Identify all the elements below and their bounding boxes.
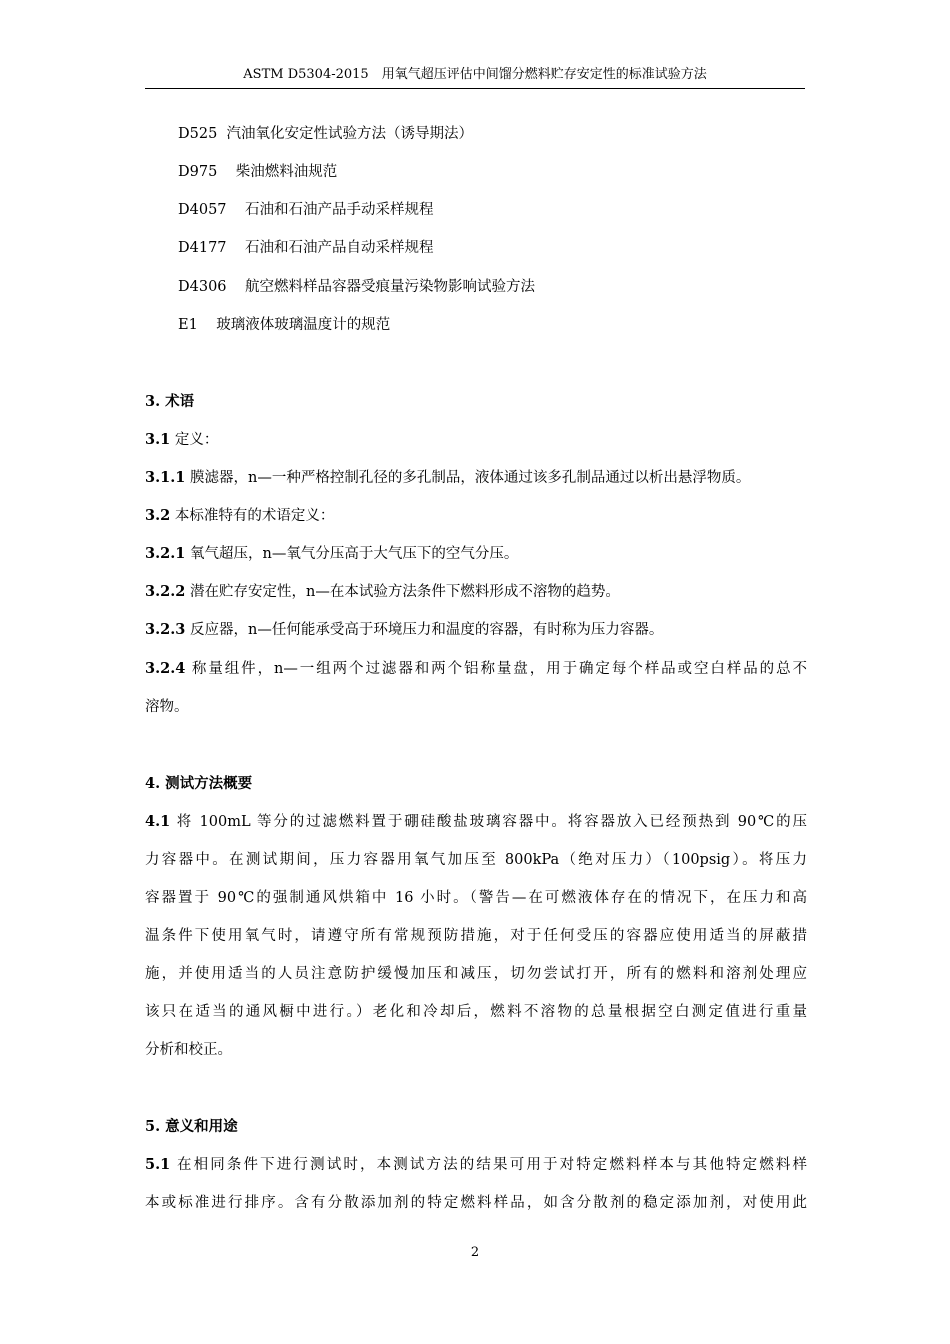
paragraph-line: 本或标准进行排序。含有分散添加剂的特定燃料样品，如含分散剂的稳定添加剂，对使用此 bbox=[145, 1195, 807, 1211]
paragraph-line: 分析和校正。 bbox=[145, 1042, 232, 1058]
reference-item: D975 柴油燃料油规范 bbox=[178, 164, 338, 180]
reference-item: D4306 航空燃料样品容器受痕量污染物影响试验方法 bbox=[178, 279, 535, 295]
paragraph-line: 该只在适当的通风橱中进行。）老化和冷却后，燃料不溶物的总量根据空白测定值进行重量 bbox=[145, 1004, 807, 1020]
clause: 3.1 定义： bbox=[145, 431, 219, 448]
clause: 3.2.3 反应器，n—任何能承受高于环境压力和温度的容器，有时称为压力容器。 bbox=[145, 621, 664, 638]
clause: 3.2.2 潜在贮存安定性，n—在本试验方法条件下燃料形成不溶物的趋势。 bbox=[145, 583, 620, 600]
running-header: ASTM D5304-2015 用氧气超压评估中间馏分燃料贮存安定性的标准试验方法 bbox=[243, 67, 707, 82]
paragraph-line: 施，并使用适当的人员注意防护缓慢加压和减压，切勿尝试打开，所有的燃料和溶剂处理应 bbox=[145, 966, 807, 982]
clause: 3.2 本标准特有的术语定义： bbox=[145, 507, 335, 524]
clause: 3.2.1 氧气超压，n—氧气分压高于大气压下的空气分压。 bbox=[145, 545, 519, 562]
clause: 3.2.4 称量组件，n—一组两个过滤器和两个铝称量盘，用于确定每个样品或空白样品的总不 bbox=[145, 660, 807, 677]
reference-item: D4057 石油和石油产品手动采样规程 bbox=[178, 202, 434, 218]
reference-item: E1 玻璃液体玻璃温度计的规范 bbox=[178, 317, 391, 333]
paragraph-line: 4.1 将 100mL 等分的过滤燃料置于硼硅酸盐玻璃容器中。将容器放入已经预热到 90℃的压 bbox=[145, 813, 807, 830]
section-heading: 4. 测试方法概要 bbox=[145, 775, 253, 792]
paragraph-line: 5.1 在相同条件下进行测试时，本测试方法的结果可用于对特定燃料样本与其他特定燃料样 bbox=[145, 1156, 807, 1173]
paragraph-line: 力容器中。在测试期间，压力容器用氧气加压至 800kPa（绝对压力）（100psig）。将压力 bbox=[145, 852, 807, 868]
reference-item: D525 汽油氧化安定性试验方法（诱导期法） bbox=[178, 126, 474, 142]
section-heading: 3. 术语 bbox=[145, 393, 195, 410]
page-number: 2 bbox=[470, 1245, 480, 1260]
section-heading: 5. 意义和用途 bbox=[145, 1118, 238, 1135]
paragraph-line: 容器置于 90℃的强制通风烘箱中 16 小时。（警告—在可燃液体存在的情况下，在压力和高 bbox=[145, 890, 807, 906]
clause: 3.1.1 膜滤器，n—一种严格控制孔径的多孔制品，液体通过该多孔制品通过以析出悬浮物质。 bbox=[145, 469, 751, 486]
header-rule bbox=[145, 88, 805, 89]
paragraph-line: 温条件下使用氧气时，请遵守所有常规预防措施，对于任何受压的容器应使用适当的屏蔽措 bbox=[145, 928, 807, 944]
reference-item: D4177 石油和石油产品自动采样规程 bbox=[178, 240, 434, 256]
clause-continuation: 溶物。 bbox=[145, 699, 189, 715]
